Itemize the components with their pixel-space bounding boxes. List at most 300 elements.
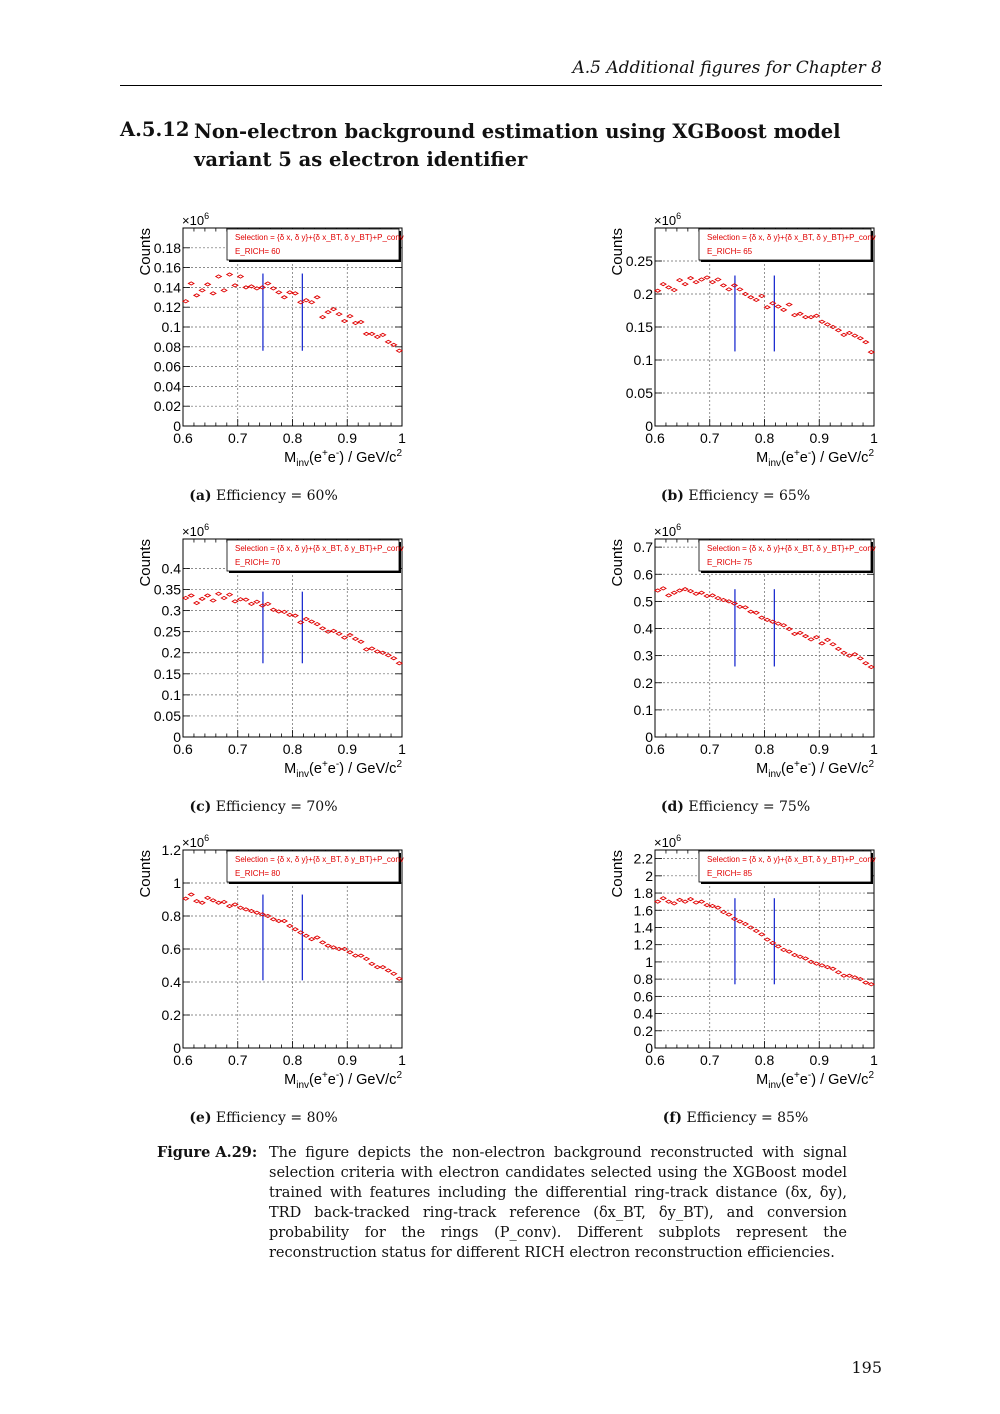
data-point [347, 315, 353, 318]
data-point [737, 288, 743, 291]
data-point [775, 945, 781, 948]
figure-caption-label: Figure A.29: [157, 1144, 258, 1161]
legend-selection-text: Selection = {δ x, δ y}+{δ x_BT, δ y_BT}+P_conv [235, 855, 404, 864]
data-point [814, 636, 820, 639]
data-point [660, 283, 666, 286]
data-point [688, 277, 694, 280]
subcaption-text: Efficiency = 60% [216, 488, 338, 504]
data-point [391, 657, 397, 660]
y-tick-label: 0.14 [153, 279, 181, 296]
data-point [183, 300, 189, 303]
subcaption-b [593, 488, 878, 504]
x-axis-label: $M_{inv}(e^+e^-) / GeV/c^2$ [284, 1070, 402, 1091]
running-header: A.5 Additional figures for Chapter 8 [572, 58, 882, 78]
data-point [693, 901, 699, 904]
x-tick-label: 0.7 [700, 430, 720, 446]
y-tick-label: 0.5 [633, 593, 653, 610]
data-point [369, 332, 375, 335]
chart-svg-c [135, 516, 420, 786]
data-point [281, 919, 287, 922]
y-tick-label: 1.2 [633, 936, 653, 953]
x-axis-label: $M_{inv}(e^+e^-) / GeV/c^2$ [284, 448, 402, 469]
data-point [660, 897, 666, 900]
data-point [199, 901, 205, 904]
data-point [303, 934, 309, 937]
data-point [726, 288, 732, 291]
data-point [221, 596, 227, 599]
data-point [819, 964, 825, 967]
data-point [858, 337, 864, 340]
data-point [699, 278, 705, 281]
y-tick-label: 0.6 [161, 941, 181, 957]
data-point [666, 286, 672, 289]
y-tick-label: 0.3 [633, 647, 653, 664]
data-point [814, 314, 820, 317]
y-tick-label: 0.4 [633, 1005, 653, 1022]
data-point [737, 920, 743, 923]
data-point [227, 273, 233, 276]
chart-svg-f [607, 827, 892, 1097]
x-tick-label: 0.9 [337, 741, 357, 757]
data-point [364, 957, 370, 960]
data-point [303, 617, 309, 620]
subcaption-text: Efficiency = 75% [688, 799, 811, 815]
y-tick-label: 0.3 [161, 602, 181, 619]
chart-svg-e [135, 827, 420, 1097]
data-point [671, 288, 677, 291]
subcaption-f [593, 1110, 878, 1126]
x-tick-label: 0.6 [645, 741, 665, 757]
data-point [342, 636, 348, 639]
y-exponent: $\times 10^6$ [182, 211, 210, 228]
data-point [781, 308, 787, 311]
data-point [868, 665, 874, 668]
data-point [660, 587, 666, 590]
y-tick-label: 0.25 [625, 253, 653, 269]
data-point [183, 596, 189, 599]
y-tick-label: 0.2 [161, 644, 181, 661]
data-point [281, 296, 287, 299]
y-tick-label: 0.18 [153, 239, 181, 256]
data-point [847, 974, 853, 977]
data-point [183, 897, 189, 900]
data-point [764, 618, 770, 621]
data-point [210, 599, 216, 602]
subcaption-text: Efficiency = 80% [215, 1110, 338, 1126]
x-tick-label: 0.8 [282, 430, 303, 446]
y-tick-label: 0.35 [153, 581, 181, 598]
x-tick-label: 0.6 [645, 1052, 665, 1068]
data-point [216, 275, 222, 278]
data-point [303, 299, 309, 302]
y-tick-label: 0.12 [153, 299, 181, 316]
x-tick-label: 0.6 [173, 430, 193, 446]
data-point [232, 903, 238, 906]
subcaption-label: (f) [662, 1110, 683, 1126]
data-point [265, 282, 271, 285]
y-exponent: $\times 10^6$ [182, 833, 210, 850]
data-point [863, 341, 869, 344]
legend-selection-text: Selection = {δ x, δ y}+{δ x_BT, δ y_BT}+P_conv [707, 233, 876, 242]
x-tick-label: 0.9 [809, 1052, 829, 1068]
y-tick-label: 0.7 [633, 539, 653, 556]
legend-selection-text: Selection = {δ x, δ y}+{δ x_BT, δ y_BT}+P_conv [235, 544, 404, 553]
y-tick-label: 0.4 [161, 974, 181, 990]
y-tick-label: 0.2 [161, 1007, 181, 1023]
data-point [808, 316, 814, 319]
data-point [210, 899, 216, 902]
y-tick-label: 0 [645, 729, 653, 745]
data-point [314, 936, 320, 939]
data-point [391, 972, 397, 975]
subcaption-text: Efficiency = 65% [688, 488, 811, 504]
subcaption-c [121, 799, 406, 815]
subcaption-e [121, 1110, 406, 1126]
data-point [369, 647, 375, 650]
y-tick-label: 0.16 [153, 259, 181, 276]
data-point [358, 954, 364, 957]
data-point [825, 638, 831, 641]
x-tick-label: 0.8 [282, 741, 303, 757]
data-point [671, 591, 677, 594]
legend-erich-text: E_RICH= 60 [235, 247, 281, 256]
data-point [743, 606, 749, 609]
data-point [391, 343, 397, 346]
legend-erich-text: E_RICH= 65 [707, 247, 753, 256]
y-exponent: $\times 10^6$ [182, 522, 210, 539]
data-point [786, 303, 792, 306]
data-point [199, 289, 205, 292]
y-tick-label: 0.1 [633, 352, 653, 368]
x-tick-label: 0.6 [173, 741, 193, 757]
subcaption-label: (a) [189, 488, 212, 504]
data-point [847, 654, 853, 657]
data-point [358, 320, 364, 323]
data-point [320, 627, 326, 630]
data-point [655, 589, 661, 592]
data-point [721, 284, 727, 287]
data-point [210, 292, 216, 295]
data-point [320, 941, 326, 944]
subcaption-text: Efficiency = 70% [215, 799, 338, 815]
data-point [841, 651, 847, 654]
data-point [764, 938, 770, 941]
data-point [243, 598, 249, 601]
y-tick-label: 0 [173, 418, 181, 434]
subplot-c [135, 516, 420, 786]
data-point [386, 340, 392, 343]
y-tick-label: 1.2 [161, 842, 181, 858]
x-tick-label: 1 [870, 741, 878, 757]
y-tick-label: 0.15 [153, 665, 181, 682]
data-point [188, 893, 194, 896]
y-tick-label: 2 [645, 867, 653, 884]
data-point [216, 592, 222, 595]
y-tick-label: 0.2 [633, 674, 653, 691]
data-point [243, 908, 249, 911]
y-tick-label: 2.2 [633, 850, 653, 867]
data-point [792, 314, 798, 317]
y-tick-label: 1 [173, 875, 181, 891]
data-point [781, 624, 787, 627]
data-point [292, 614, 298, 617]
data-point [364, 648, 370, 651]
subcaption-label: (e) [189, 1110, 212, 1126]
data-point [814, 962, 820, 965]
data-point [688, 897, 694, 900]
data-point [759, 933, 765, 936]
data-point [863, 981, 869, 984]
data-point [309, 938, 315, 941]
x-tick-label: 0.8 [754, 741, 775, 757]
y-tick-label: 0 [173, 1040, 181, 1056]
data-point [704, 594, 710, 597]
y-tick-label: 0.1 [161, 686, 181, 703]
data-point [797, 955, 803, 958]
data-point [325, 311, 331, 314]
page-number: 195 [851, 1358, 882, 1377]
data-point [314, 296, 320, 299]
data-point [671, 902, 677, 905]
data-point [205, 594, 211, 597]
data-point [216, 901, 222, 904]
data-point [227, 905, 233, 908]
y-tick-label: 0.1 [633, 701, 653, 718]
figure-caption-text: The figure depicts the non-electron background reconstructed with signal selection criteria with electron candidates selected using the XGBoost model trained with features including the differential ring-track distance (δx, δy), TRD back-tracked ring-track reference (δx_BT, δy_BT), and conversion probability for the rings (P_conv). Different subplots represent the reconstruction status for different RICH electron reconstruction efficiencies. [269, 1145, 847, 1261]
y-tick-label: 0.15 [625, 319, 653, 335]
y-tick-label: 0.4 [633, 620, 653, 637]
data-point [287, 924, 293, 927]
y-tick-label: 0.06 [153, 358, 181, 375]
y-axis-label: Counts [609, 539, 626, 587]
x-tick-label: 0.9 [337, 1052, 357, 1068]
data-point [249, 909, 255, 912]
y-tick-label: 0.02 [153, 398, 181, 415]
data-point [281, 610, 287, 613]
data-point [396, 977, 402, 980]
subplot-d [607, 516, 892, 786]
data-point [858, 657, 864, 660]
subplot-a [135, 205, 420, 475]
data-point [737, 605, 743, 608]
y-axis-label: Counts [609, 228, 626, 276]
data-point [347, 633, 353, 636]
y-tick-label: 1.8 [633, 885, 653, 902]
legend-selection-text: Selection = {δ x, δ y}+{δ x_BT, δ y_BT}+P_conv [707, 855, 876, 864]
subcaption-label: (d) [660, 799, 684, 815]
y-tick-label: 0.8 [633, 971, 653, 988]
chart-svg-d [607, 516, 892, 786]
subcaption-text: Efficiency = 85% [686, 1110, 809, 1126]
header-rule [120, 85, 882, 86]
data-point [803, 635, 809, 638]
data-point [292, 928, 298, 931]
y-tick-label: 0 [173, 729, 181, 745]
data-point [254, 287, 260, 290]
data-point [353, 321, 359, 324]
data-point [238, 275, 244, 278]
legend-erich-text: E_RICH= 75 [707, 558, 753, 567]
data-point [194, 900, 200, 903]
x-tick-label: 0.6 [173, 1052, 193, 1068]
data-point [655, 289, 661, 292]
data-point [753, 929, 759, 932]
data-point [655, 900, 661, 903]
x-tick-label: 0.6 [645, 430, 665, 446]
data-point [699, 900, 705, 903]
data-point [808, 638, 814, 641]
data-point [836, 647, 842, 650]
x-tick-label: 0.7 [700, 1052, 720, 1068]
data-point [358, 640, 364, 643]
y-axis-label: Counts [137, 228, 154, 276]
y-exponent: $\times 10^6$ [654, 211, 682, 228]
data-point [715, 597, 721, 600]
subcaption-a [121, 488, 406, 504]
data-point [194, 294, 200, 297]
y-tick-label: 0.6 [633, 566, 653, 583]
data-point [380, 966, 386, 969]
data-point [775, 305, 781, 308]
chart-svg-a [135, 205, 420, 475]
subplot-e [135, 827, 420, 1097]
data-point [331, 308, 337, 311]
data-point [320, 316, 326, 319]
data-point [797, 312, 803, 315]
data-point [682, 900, 688, 903]
data-point [759, 616, 765, 619]
x-tick-label: 1 [870, 1052, 878, 1068]
data-point [825, 323, 831, 326]
data-point [227, 593, 233, 596]
data-point [715, 906, 721, 909]
data-point [396, 349, 402, 352]
data-point [781, 948, 787, 951]
section-number: A.5.12 [120, 118, 190, 141]
data-point [666, 900, 672, 903]
x-tick-label: 0.9 [337, 430, 357, 446]
data-point [836, 971, 842, 974]
y-tick-label: 0.1 [161, 319, 181, 335]
x-axis-label: $M_{inv}(e^+e^-) / GeV/c^2$ [756, 759, 874, 780]
x-tick-label: 0.7 [228, 741, 248, 757]
subcaption-label: (b) [660, 488, 684, 504]
y-axis-label: Counts [137, 850, 154, 898]
data-point [369, 962, 375, 965]
data-point [314, 622, 320, 625]
data-point [830, 967, 836, 970]
data-point [792, 953, 798, 956]
data-point [863, 662, 869, 665]
data-point [704, 276, 710, 279]
data-point [249, 602, 255, 605]
data-point [188, 594, 194, 597]
y-tick-label: 0.04 [153, 378, 181, 395]
data-point [726, 913, 732, 916]
data-point [309, 301, 315, 304]
data-point [221, 289, 227, 292]
data-point [852, 976, 858, 979]
data-point [221, 900, 227, 903]
data-point [715, 278, 721, 281]
data-point [243, 286, 249, 289]
x-tick-label: 0.9 [809, 741, 829, 757]
data-point [188, 282, 194, 285]
data-point [693, 281, 699, 284]
x-axis-label: $M_{inv}(e^+e^-) / GeV/c^2$ [756, 448, 874, 469]
data-point [710, 594, 716, 597]
data-point [721, 910, 727, 913]
data-point [819, 642, 825, 645]
data-point [194, 601, 200, 604]
data-point [743, 922, 749, 925]
y-axis-label: Counts [609, 850, 626, 898]
legend-erich-text: E_RICH= 85 [707, 869, 753, 878]
subcaption-d [593, 799, 878, 815]
x-tick-label: 1 [398, 430, 406, 446]
data-point [292, 292, 298, 295]
data-point [710, 904, 716, 907]
data-point [825, 965, 831, 968]
data-point [386, 654, 392, 657]
data-point [375, 335, 381, 338]
data-point [331, 946, 337, 949]
data-point [254, 911, 260, 914]
x-tick-label: 0.9 [809, 430, 829, 446]
data-point [199, 597, 205, 600]
data-point [232, 284, 238, 287]
data-point [232, 600, 238, 603]
data-point [841, 333, 847, 336]
data-point [271, 918, 277, 921]
data-point [688, 589, 694, 592]
data-point [325, 944, 331, 947]
y-exponent: $\times 10^6$ [654, 833, 682, 850]
data-point [775, 622, 781, 625]
y-tick-label: 0.05 [153, 707, 181, 724]
y-tick-label: 1.4 [633, 919, 653, 936]
data-point [682, 588, 688, 591]
data-point [836, 329, 842, 332]
data-point [786, 950, 792, 953]
data-point [764, 306, 770, 309]
y-tick-label: 1.6 [633, 902, 653, 919]
data-point [276, 291, 282, 294]
subplot-f [607, 827, 892, 1097]
data-point [677, 898, 683, 901]
data-point [249, 285, 255, 288]
data-point [803, 957, 809, 960]
y-axis-label: Counts [137, 539, 154, 587]
section-title: Non-electron background estimation using XGBoost model variant 5 as electron identifier [194, 120, 841, 171]
y-tick-label: 0.25 [153, 623, 181, 640]
y-tick-label: 0 [645, 418, 653, 434]
x-tick-label: 0.7 [700, 741, 720, 757]
data-point [336, 313, 342, 316]
y-exponent: $\times 10^6$ [654, 522, 682, 539]
data-point [287, 613, 293, 616]
legend-erich-text: E_RICH= 70 [235, 558, 281, 567]
legend-selection-text: Selection = {δ x, δ y}+{δ x_BT, δ y_BT}+P_conv [235, 233, 404, 242]
x-tick-label: 1 [870, 430, 878, 446]
data-point [380, 333, 386, 336]
y-tick-label: 1 [645, 953, 653, 970]
data-point [677, 279, 683, 282]
y-tick-label: 0 [645, 1040, 653, 1056]
data-point [852, 334, 858, 337]
data-point [847, 331, 853, 334]
data-point [819, 320, 825, 323]
